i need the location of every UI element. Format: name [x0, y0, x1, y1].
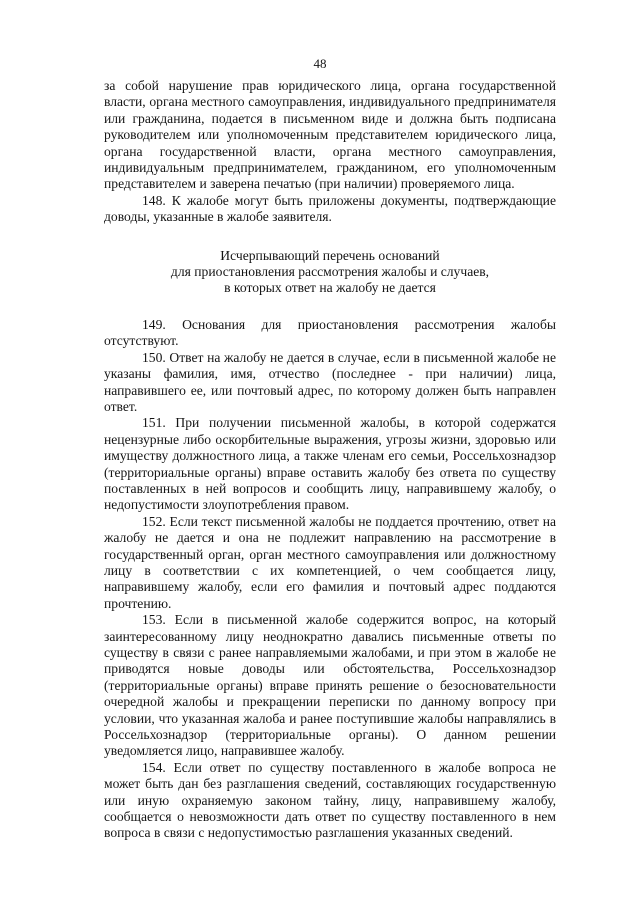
paragraph-153: 153. Если в письменной жалобе содержится вопрос, на который заинтересованному лицу неоднократно давались письменные ответы по существу в связи с ранее направляемыми жалобами, и при этом в жалобе не приводятся новые доводы или обстоятельства, Россельхознадзор (территориальные органы) вправе принять решение о безосновательности очередной жалобы и прекращении переписки по данному вопросу при условии, что указанная жалоба и ранее поступившие жалобы направлялись в Россельхознадзор (территориальные органы). О данном решении уведомляется лицо, направившее жалобу. — [104, 612, 556, 759]
paragraph-148: 148. К жалобе могут быть приложены документы, подтверждающие доводы, указанные в жалобе заявителя. — [104, 192, 556, 225]
section-heading — [104, 248, 556, 297]
paragraph-149: 149. Основания для приостановления рассмотрения жалобы отсутствуют. — [104, 316, 556, 349]
paragraph-continued: за собой нарушение прав юридического лица, органа государственной власти, органа местного самоуправления, индивидуального предпринимателя или гражданина, подается в письменном виде и должна быть подписана руководителем или уполномоченным представителем юридического лица, органа государственной власти, органа местного самоуправления, индивидуальным предпринимателем, гражданином, его уполномоченным представителем и заверена печатью (при наличии) проверяемого лица. — [104, 78, 556, 192]
paragraph-154: 154. Если ответ по существу поставленного в жалобе вопроса не может быть дан без разглашения сведений, составляющих государственную или иную охраняемую законом тайну, лицу, направившему жалобу, сообщается о невозможности дать ответ по существу поставленного в нем вопроса в связи с недопустимостью разглашения указанных сведений. — [104, 759, 556, 841]
section-heading-line-1: Исчерпывающий перечень оснований — [220, 247, 440, 263]
paragraph-151: 151. При получении письменной жалобы, в которой содержатся нецензурные либо оскорбительные выражения, угрозы жизни, здоровью или имуществу должностного лица, а также членам его семьи, Россельхознадзор (территориальные органы) вправе оставить жалобу без ответа по существу поставленных в ней вопросов и сообщить лицу, направившему жалобу, о недопустимости злоупотребления правом. — [104, 415, 556, 513]
section-heading-line-2: для приостановления рассмотрения жалобы и случаев, — [170, 264, 490, 280]
section-heading-line-3: в которых ответ на жалобу не дается — [224, 280, 436, 296]
paragraph-150: 150. Ответ на жалобу не дается в случае, если в письменной жалобе не указаны фамилия, имя, отчество (последнее - при наличии) лица, направившего ее, или почтовый адрес, по которому должен быть направлен ответ. — [104, 349, 556, 414]
document-body — [104, 78, 556, 842]
page-number: 48 — [313, 56, 327, 71]
paragraph-152: 152. Если текст письменной жалобы не поддается прочтению, ответ на жалобу не дается и она не подлежит направлению на рассмотрение в государственный орган, орган местного самоуправления или должностному лицу в соответствии с их компетенцией, о чем сообщается лицу, направившему жалобу, если его фамилия и почтовый адрес поддаются прочтению. — [104, 513, 556, 611]
